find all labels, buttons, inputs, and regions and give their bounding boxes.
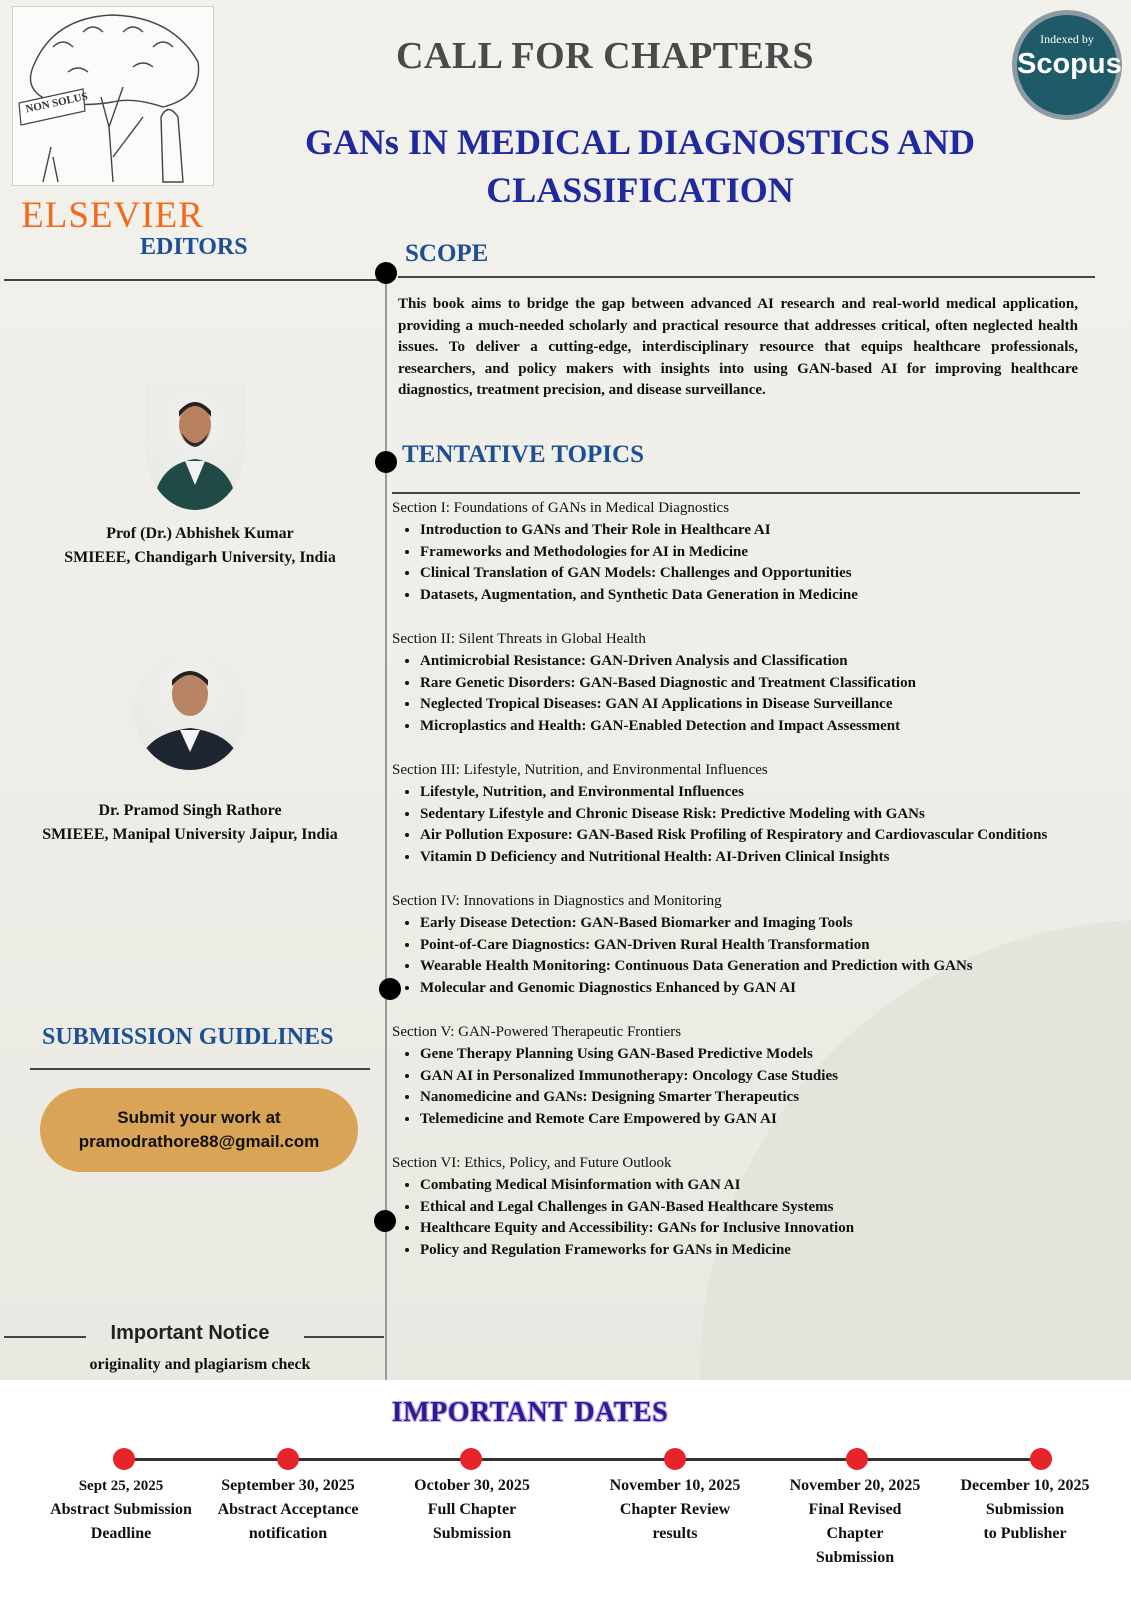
date-value: September 30, 2025 [221,1477,355,1494]
badge-small-text: Indexed by [1040,32,1094,46]
topic-item: • Telemedicine and Remote Care Empowered by GAN AI [420,1109,1112,1131]
timeline-marker [664,1448,686,1470]
topic-item: • Gene Therapy Planning Using GAN-Based Predictive Models [420,1044,1112,1066]
date-label: Final Revised Chapter Submission [808,1501,902,1566]
scope-divider [398,276,1095,278]
date-value: November 20, 2025 [789,1477,921,1494]
editor-affiliation: SMIEEE, Manipal University Jaipur, India [42,826,338,843]
timeline-marker [846,1448,868,1470]
editor-info [20,799,360,847]
section-title: Section III: Lifestyle, Nutrition, and Environmental Influences [392,761,768,778]
notice-title: Important Notice [110,1322,270,1344]
topic-item: • Clinical Translation of GAN Models: Challenges and Opportunities [420,563,1112,585]
dates-heading: IMPORTANT DATES [391,1397,669,1428]
topic-item: • Rare Genetic Disorders: GAN-Based Diagnostic and Treatment Classification [420,673,1112,695]
topic-section [392,1022,1112,1131]
tree-emblem-icon [12,6,214,186]
date-label: Abstract Submission Deadline [50,1501,192,1542]
date-label: Chapter Review results [619,1501,731,1542]
date-label: Abstract Acceptance notification [217,1501,359,1542]
topic-item: • Neglected Tropical Diseases: GAN AI Applications in Disease Surveillance [420,694,1112,716]
notice-text: originality and plagiarism check [89,1356,311,1373]
topic-item: • Introduction to GANs and Their Role in Healthcare AI [420,520,1112,542]
submission-heading: SUBMISSION GUIDLINES [42,1024,334,1050]
date-value: November 10, 2025 [609,1477,741,1494]
dates-timeline [122,1458,1040,1461]
topic-section [392,1153,1112,1262]
book-title-line1: GANs IN MEDICAL DIAGNOSTICS AND [304,122,976,162]
book-title-line2: CLASSIFICATION [486,170,794,210]
date-label: Full Chapter Submission [427,1501,517,1542]
topic-item: • Air Pollution Exposure: GAN-Based Risk Profiling of Respiratory and Cardiovascular Conditions [420,825,1112,847]
submit-button-label: Submit your work at [117,1108,281,1127]
logo-motto: NON SOLUS [24,90,89,116]
editor-photo [134,652,246,770]
topic-item: • Healthcare Equity and Accessibility: GANs for Inclusive Innovation [420,1218,1112,1240]
timeline-dot [375,262,397,284]
topic-item: • Antimicrobial Resistance: GAN-Driven Analysis and Classification [420,651,1112,673]
topic-item: • Combating Medical Misinformation with GAN AI [420,1175,1112,1197]
submit-work-button[interactable] [40,1088,358,1172]
section-title: Section VI: Ethics, Policy, and Future Outlook [392,1154,672,1171]
topic-item: • Molecular and Genomic Diagnostics Enhanced by GAN AI [420,978,1112,1000]
editor-affiliation: SMIEEE, Chandigarh University, India [64,549,336,566]
date-item [940,1474,1110,1546]
topic-item: • Nanomedicine and GANs: Designing Smarter Therapeutics [420,1087,1112,1109]
topic-section [392,760,1112,869]
date-item [590,1474,760,1546]
topic-item: • Policy and Regulation Frameworks for GANs in Medicine [420,1240,1112,1262]
topic-item: • Microplastics and Health: GAN-Enabled Detection and Impact Assessment [420,716,1112,738]
book-title [260,118,1020,214]
page-title: CALL FOR CHAPTERS [395,35,815,77]
topic-item: • Wearable Health Monitoring: Continuous Data Generation and Prediction with GANs [420,956,1112,978]
topic-item: • Point-of-Care Diagnostics: GAN-Driven Rural Health Transformation [420,935,1112,957]
section-title: Section I: Foundations of GANs in Medical Diagnostics [392,500,730,516]
publisher-name: ELSEVIER [21,195,204,236]
topic-item: • Frameworks and Methodologies for AI in Medicine [420,542,1112,564]
elsevier-logo [10,4,215,236]
date-label: Submission to Publisher [983,1501,1067,1542]
topic-item: • Vitamin D Deficiency and Nutritional Health: AI-Driven Clinical Insights [420,847,1112,869]
topics-heading: TENTATIVE TOPICS [402,441,644,468]
editor-info [40,522,360,570]
topic-item: • Datasets, Augmentation, and Synthetic Data Generation in Medicine [420,585,1112,607]
submission-divider [30,1068,370,1070]
notice-divider-left [4,1336,86,1338]
section-title: Section II: Silent Threats in Global Health [392,630,646,647]
date-item [770,1474,940,1570]
editor-name: Prof (Dr.) Abhishek Kumar [106,525,294,542]
topic-section [392,629,1112,738]
topics-divider [392,492,1080,494]
timeline-marker [1030,1448,1052,1470]
submit-email: pramodrathore88@gmail.com [78,1132,320,1151]
timeline-dot [375,451,397,473]
topic-item: • Ethical and Legal Challenges in GAN-Based Healthcare Systems [420,1197,1112,1219]
topic-section [392,891,1112,1000]
scope-text: This book aims to bridge the gap between advanced AI research and real-world medical application, providing a much-needed scholarly and practical resource that addresses critical, often neglected health issues. To deliver a cutting-edge, interdisciplinary resource that equips healthcare professionals, researchers, and policy makers with insights into using GAN-based AI for improving healthcare diagnostics, treatment precision, and disease surveillance. [398,296,1078,398]
topic-section [392,498,1112,607]
timeline-marker [113,1448,135,1470]
badge-brand-text: Scopus [1017,48,1122,80]
editor-name: Dr. Pramod Singh Rathore [98,802,282,819]
topic-item: • Lifestyle, Nutrition, and Environmental Influences [420,782,1112,804]
editor-photo [145,385,245,510]
topics-list [392,498,1112,1284]
topic-item: • Early Disease Detection: GAN-Based Biomarker and Imaging Tools [420,913,1112,935]
date-value: October 30, 2025 [414,1477,530,1494]
date-item [203,1474,373,1546]
timeline-marker [277,1448,299,1470]
section-title: Section IV: Innovations in Diagnostics and Monitoring [392,892,722,909]
section-title: Section V: GAN-Powered Therapeutic Frontiers [392,1023,682,1040]
editors-heading: EDITORS [140,234,248,260]
scope-heading: SCOPE [405,240,489,267]
date-item [36,1474,206,1546]
topic-item: • Sedentary Lifestyle and Chronic Disease Risk: Predictive Modeling with GANs [420,804,1112,826]
topic-item: • GAN AI in Personalized Immunotherapy: Oncology Case Studies [420,1066,1112,1088]
editors-divider [4,279,384,281]
date-value: December 10, 2025 [960,1477,1090,1494]
date-item [387,1474,557,1546]
date-value: Sept 25, 2025 [78,1478,164,1494]
timeline-marker [460,1448,482,1470]
scopus-badge [1012,10,1122,120]
notice-divider-right [304,1336,384,1338]
